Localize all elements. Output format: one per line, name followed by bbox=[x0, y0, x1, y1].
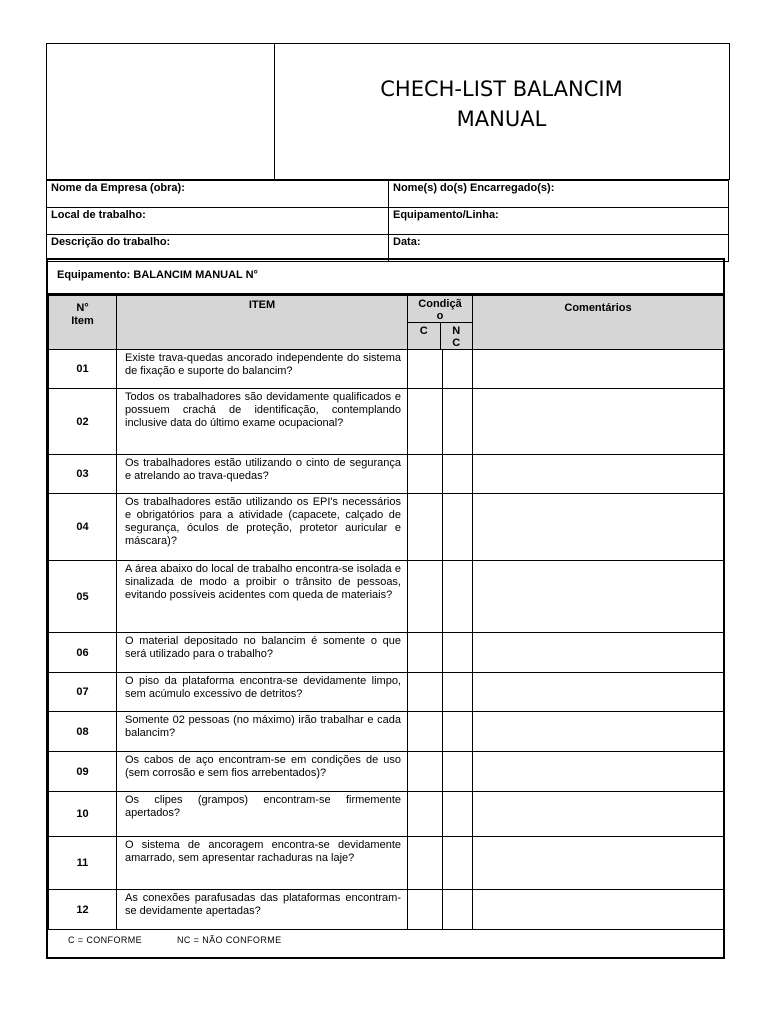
item-number: 10 bbox=[49, 792, 117, 837]
nao-conforme-cell[interactable] bbox=[443, 494, 473, 561]
comments-cell[interactable] bbox=[473, 837, 724, 890]
nao-conforme-cell[interactable] bbox=[443, 837, 473, 890]
item-text: Os clipes (grampos) encontram-se firmemente apertados? bbox=[117, 792, 408, 837]
checklist-row bbox=[49, 673, 724, 712]
item-number: 12 bbox=[49, 890, 117, 930]
nao-conforme-cell[interactable] bbox=[443, 890, 473, 930]
column-header-nc: N C bbox=[440, 323, 473, 349]
item-text: Os trabalhadores estão utilizando os EPI's necessários e obrigatórios para a atividade (capacete, calçado de segurança, óculos de proteção, protetor auricular e máscara)? bbox=[117, 494, 408, 561]
column-header-number: N° Item bbox=[49, 296, 117, 350]
item-text: As conexões parafusadas das plataformas encontram-se devidamente apertadas? bbox=[117, 890, 408, 930]
supervisors-field[interactable]: Nome(s) do(s) Encarregado(s): bbox=[389, 181, 729, 208]
conforme-cell[interactable] bbox=[408, 890, 443, 930]
nao-conforme-cell[interactable] bbox=[443, 455, 473, 494]
item-number: 07 bbox=[49, 673, 117, 712]
conforme-cell[interactable] bbox=[408, 633, 443, 673]
conforme-cell[interactable] bbox=[408, 455, 443, 494]
item-text: Os cabos de aço encontram-se em condições de uso (sem corrosão e sem fios arrebentados)? bbox=[117, 752, 408, 792]
nao-conforme-cell[interactable] bbox=[443, 712, 473, 752]
comments-cell[interactable] bbox=[473, 673, 724, 712]
checklist-row bbox=[49, 494, 724, 561]
legend bbox=[68, 935, 282, 945]
comments-cell[interactable] bbox=[473, 494, 724, 561]
nao-conforme-cell[interactable] bbox=[443, 792, 473, 837]
conforme-cell[interactable] bbox=[408, 712, 443, 752]
column-header-item: ITEM bbox=[117, 296, 408, 350]
checklist-row bbox=[49, 752, 724, 792]
comments-cell[interactable] bbox=[473, 350, 724, 389]
checklist-row bbox=[49, 389, 724, 455]
checklist-row bbox=[49, 455, 724, 494]
column-header-condition: Condiçã o C N C bbox=[408, 296, 473, 350]
item-number: 08 bbox=[49, 712, 117, 752]
legend-nao-conforme: NC = NÃO CONFORME bbox=[176, 935, 282, 945]
company-field[interactable]: Nome da Empresa (obra): bbox=[47, 181, 389, 208]
checklist-row bbox=[49, 890, 724, 930]
checklist-row bbox=[49, 561, 724, 633]
work-description-field[interactable]: Descrição do trabalho: bbox=[47, 235, 389, 262]
checklist-row bbox=[49, 837, 724, 890]
info-table bbox=[46, 180, 729, 262]
comments-cell[interactable] bbox=[473, 752, 724, 792]
document-title bbox=[274, 74, 729, 134]
item-text: Todos os trabalhadores são devidamente qualificados e possuem crachá de identificação, contemplando inclusive data do último exame ocupacional? bbox=[117, 389, 408, 455]
item-text: O piso da plataforma encontra-se devidamente limpo, sem acúmulo excessivo de detritos? bbox=[117, 673, 408, 712]
item-text: O material depositado no balancim é somente o que será utilizado para o trabalho? bbox=[117, 633, 408, 673]
conforme-cell[interactable] bbox=[408, 494, 443, 561]
comments-cell[interactable] bbox=[473, 712, 724, 752]
comments-cell[interactable] bbox=[473, 792, 724, 837]
nao-conforme-cell[interactable] bbox=[443, 561, 473, 633]
conforme-cell[interactable] bbox=[408, 350, 443, 389]
comments-cell[interactable] bbox=[473, 389, 724, 455]
workplace-field[interactable]: Local de trabalho: bbox=[47, 208, 389, 235]
checklist-table bbox=[48, 295, 724, 930]
item-number: 04 bbox=[49, 494, 117, 561]
column-header-c: C bbox=[419, 325, 428, 337]
logo-placeholder bbox=[47, 44, 275, 179]
item-text: A área abaixo do local de trabalho encontra-se isolada e sinalizada de modo a proibir o trânsito de pessoas, evitando possíveis acidentes com queda de materiais? bbox=[117, 561, 408, 633]
equipment-line-field[interactable]: Equipamento/Linha: bbox=[389, 208, 729, 235]
nao-conforme-cell[interactable] bbox=[443, 752, 473, 792]
checklist-header-row bbox=[49, 296, 724, 350]
item-number: 06 bbox=[49, 633, 117, 673]
nao-conforme-cell[interactable] bbox=[443, 633, 473, 673]
title-line-2: MANUAL bbox=[456, 107, 547, 131]
comments-cell[interactable] bbox=[473, 455, 724, 494]
conforme-cell[interactable] bbox=[408, 673, 443, 712]
conforme-cell[interactable] bbox=[408, 752, 443, 792]
conforme-cell[interactable] bbox=[408, 792, 443, 837]
comments-cell[interactable] bbox=[473, 633, 724, 673]
title-line-1: CHECH-LIST BALANCIM bbox=[380, 77, 623, 101]
checklist-row bbox=[49, 633, 724, 673]
nao-conforme-cell[interactable] bbox=[443, 389, 473, 455]
checklist-row bbox=[49, 792, 724, 837]
comments-cell[interactable] bbox=[473, 561, 724, 633]
nao-conforme-cell[interactable] bbox=[443, 350, 473, 389]
checklist-row bbox=[49, 712, 724, 752]
item-number: 11 bbox=[49, 837, 117, 890]
item-text: O sistema de ancoragem encontra-se devidamente amarrado, sem apresentar rachaduras na laje? bbox=[117, 837, 408, 890]
item-text: Somente 02 pessoas (no máximo) irão trabalhar e cada balancim? bbox=[117, 712, 408, 752]
checklist-box bbox=[46, 258, 725, 959]
item-number: 09 bbox=[49, 752, 117, 792]
nao-conforme-cell[interactable] bbox=[443, 673, 473, 712]
legend-conforme: C = CONFORME bbox=[68, 935, 143, 945]
column-header-comments: Comentários bbox=[473, 296, 724, 350]
item-number: 01 bbox=[49, 350, 117, 389]
comments-cell[interactable] bbox=[473, 890, 724, 930]
conforme-cell[interactable] bbox=[408, 389, 443, 455]
conforme-cell[interactable] bbox=[408, 837, 443, 890]
item-number: 02 bbox=[49, 389, 117, 455]
conforme-cell[interactable] bbox=[408, 561, 443, 633]
equipment-label: Equipamento: BALANCIM MANUAL N° bbox=[48, 260, 723, 295]
item-text: Os trabalhadores estão utilizando o cinto de segurança e atrelando ao trava-quedas? bbox=[117, 455, 408, 494]
document-header bbox=[46, 43, 730, 180]
item-number: 05 bbox=[49, 561, 117, 633]
date-field[interactable]: Data: bbox=[389, 235, 729, 262]
checklist-row bbox=[49, 350, 724, 389]
item-text: Existe trava-quedas ancorado independente do sistema de fixação e suporte do balancim? bbox=[117, 350, 408, 389]
item-number: 03 bbox=[49, 455, 117, 494]
